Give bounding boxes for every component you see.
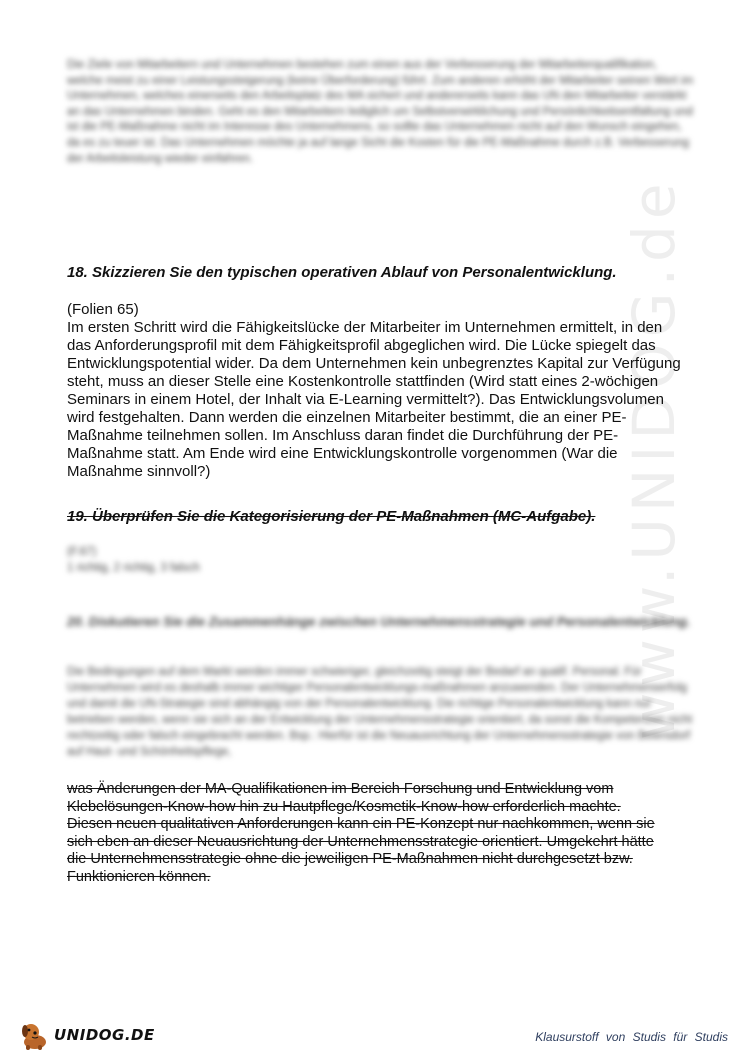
intro-paragraph: Die Ziele von Mitarbeitern und Unternehmen bestehen zum einen aus der Verbesserung der Mitarbeiterqualifikation, welche meist zu einer Leistungssteigerung (keine Überforderung) führt. Zum anderen erhöht der Mitarbeiter seinen Wert im Unternehmen, welches einerseits den Arbeitsplatz des MA sichert und andererseits kann das UN den Mitarbeiter verstärkt an das Unternehmen binden. Geht es den Mitarbeitern lediglich um Selbstverwirklichung und Persönlichkeitsentfaltung und ist die PE-Maßnahme nicht im Interesse des Unternehmens, so sollte das Unternehmen nicht auf den Wunsch eingehen, da es zu teuer ist. Das Unternehmen möchte ja auf lange Sicht die Kosten für die PE-Maßnahme durch z.B. Verbesserung der Arbeitsleistung wieder einfahren.	[67, 59, 694, 165]
q20-line: was Änderungen der MA-Qualifikationen im Bereich Forschung und Entwicklung vom	[67, 781, 614, 797]
logo-text: UNIDOG.DE	[54, 1026, 155, 1044]
q20-line: Funktionieren können.	[67, 868, 211, 885]
q20-line: Diesen neuen qualitativen Anforderungen kann ein PE-Konzept nur nachkommen, wenn sie	[67, 816, 655, 832]
q18-heading: 18. Skizzieren Sie den typischen operativen Ablauf von Personalentwicklung.	[67, 264, 617, 281]
q18-line: Seminars in einem Hotel, der Inhalt via E-Learning vermittelt?). Das Entwicklungsvolumen	[67, 391, 664, 408]
q19-body	[67, 545, 695, 576]
q18-line: (Folien 65)	[67, 301, 139, 318]
q18-line: Entwicklungspotential wider. Da dem Unternehmen kein unbegrenztes Kapital zur Verfügung	[67, 355, 681, 372]
q18-body	[67, 301, 695, 481]
q20-line: die Unternehmensstrategie ohne die jeweiligen PE-Maßnahmen nicht durchgesetzt bzw.	[67, 851, 633, 867]
footer-slogan: Klausurstoff von Studis für Studis	[535, 1030, 728, 1044]
q20-blurred-body: Die Bedingungen auf dem Markt werden immer schwieriger, gleichzeitig steigt der Bedarf an qualif. Personal. Für Unternehmen wird es deshalb immer wichtiger Personalentwicklungs-maßnahmen anzuwenden. Der Unternehmenserfolg und damit die UN-Strategie sind abhängig von der Personalentwicklung. Die richtige Personalentwicklung kann nur betrieben werden, wenn sie sich an der Entwicklung der Unternehmensstrategie orientiert, da sonst die Kompetenzen nicht rechtzeitig oder falsch eingebracht werden. Bsp.: Hierfür ist die Neuausrichtung der Unternehmensstrategie von Beiersdorf auf Haut- und Schönheitspflege,	[67, 666, 693, 758]
watermark: www.UNIDOG.de	[620, 177, 688, 740]
q18-line: Maßnahme sinnvoll?)	[67, 463, 211, 480]
q20-heading: 20. Diskutieren Sie die Zusammenhänge zwischen Unternehmensstrategie und Personalentwicklung.	[67, 614, 691, 629]
q18-line: Maßnahme statt. Am Ende wird eine Entwicklungskontrolle vorgenommen (War die	[67, 445, 618, 462]
q20-line: Klebelösungen-Know-how hin zu Hautpflege/Kosmetik-Know-how erforderlich machte.	[67, 798, 621, 815]
q20-body	[67, 781, 695, 886]
unidog-logo[interactable]	[18, 1018, 158, 1052]
q18-line: steht, muss an dieser Stelle eine Kostenkontrolle stattfinden (Wird statt eines 2-wöchigen	[67, 373, 659, 390]
q19-heading: 19. Überprüfen Sie die Kategorisierung der PE-Maßnahmen (MC-Aufgabe).	[67, 508, 596, 525]
q19-line: 1 richtig, 2 richtig, 3 falsch	[67, 561, 200, 574]
q20-line: sich eben an dieser Neuausrichtung der Unternehmensstrategie orientiert. Umgekehrt hätte	[67, 833, 654, 850]
q18-line: das Anforderungsprofil mit dem Fähigkeitsprofil abgeglichen wird. Die Lücke spiegelt das	[67, 337, 656, 354]
q18-line: Maßnahme teilnehmen sollen. Im Anschluss daran findet die Durchführung der PE-	[67, 427, 619, 444]
dog-icon	[18, 1018, 52, 1052]
q18-line: wird festgehalten. Dann werden die einzelnen Mitarbeiter bestimmt, die an einer PE-	[67, 409, 627, 426]
q19-line: (F.67)	[67, 546, 97, 558]
q18-line: Im ersten Schritt wird die Fähigkeitslücke der Mitarbeiter im Unternehmen ermittelt, in den	[67, 319, 663, 336]
